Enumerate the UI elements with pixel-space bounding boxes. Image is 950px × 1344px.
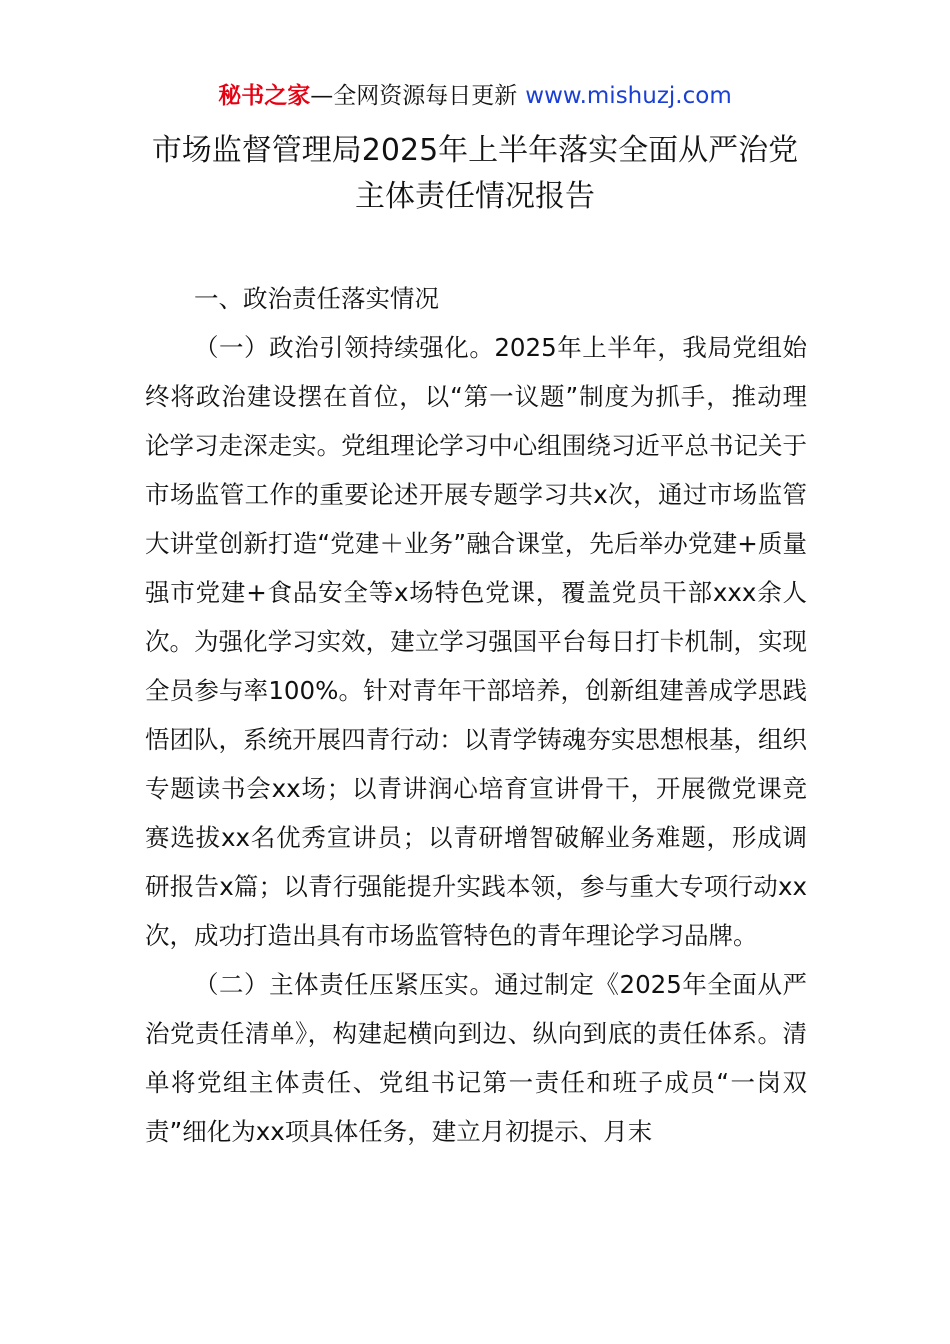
banner-tagline: —全网资源每日更新 bbox=[310, 83, 518, 109]
section-heading: 一、政治责任落实情况 bbox=[194, 284, 439, 313]
site-url[interactable]: www.mishuzj.com bbox=[525, 83, 732, 109]
site-banner bbox=[0, 80, 950, 112]
brand-name: 秘书之家 bbox=[218, 83, 311, 109]
document-body bbox=[145, 274, 807, 1156]
paragraph: （一）政治引领持续强化。2025年上半年，我局党组始终将政治建设摆在首位，以“第一议题”制度为抓手，推动理论学习走深走实。党组理论学习中心组围绕习近平总书记关于市场监管工作的重要论述开展专题学习共x次，通过市场监管大讲堂创新打造“党建＋业务”融合课堂，先后举办党建+质量强市党建+食品安全等x场特色党课，覆盖党员干部xxx余人次。为强化学习实效，建立学习强国平台每日打卡机制，实现全员参与率100%。针对青年干部培养，创新组建善成学思践悟团队，系统开展四青行动：以青学铸魂夯实思想根基，组织专题读书会xx场；以青讲润心培育宣讲骨干，开展微党课竞赛选拔xx名优秀宣讲员；以青研增智破解业务难题，形成调研报告x篇；以青行强能提升实践本领，参与重大专项行动xx次，成功打造出具有市场监管特色的青年理论学习品牌。 bbox=[145, 333, 807, 950]
document-title: 市场监督管理局2025年上半年落实全面从严治党主体责任情况报告 bbox=[151, 133, 799, 214]
paragraph: （二）主体责任压紧压实。通过制定《2025年全面从严治党责任清单》，构建起横向到边、纵向到底的责任体系。清单将党组主体责任、党组书记第一责任和班子成员“一岗双责”细化为xx项具体任务，建立月初提示、月末 bbox=[145, 970, 807, 1146]
